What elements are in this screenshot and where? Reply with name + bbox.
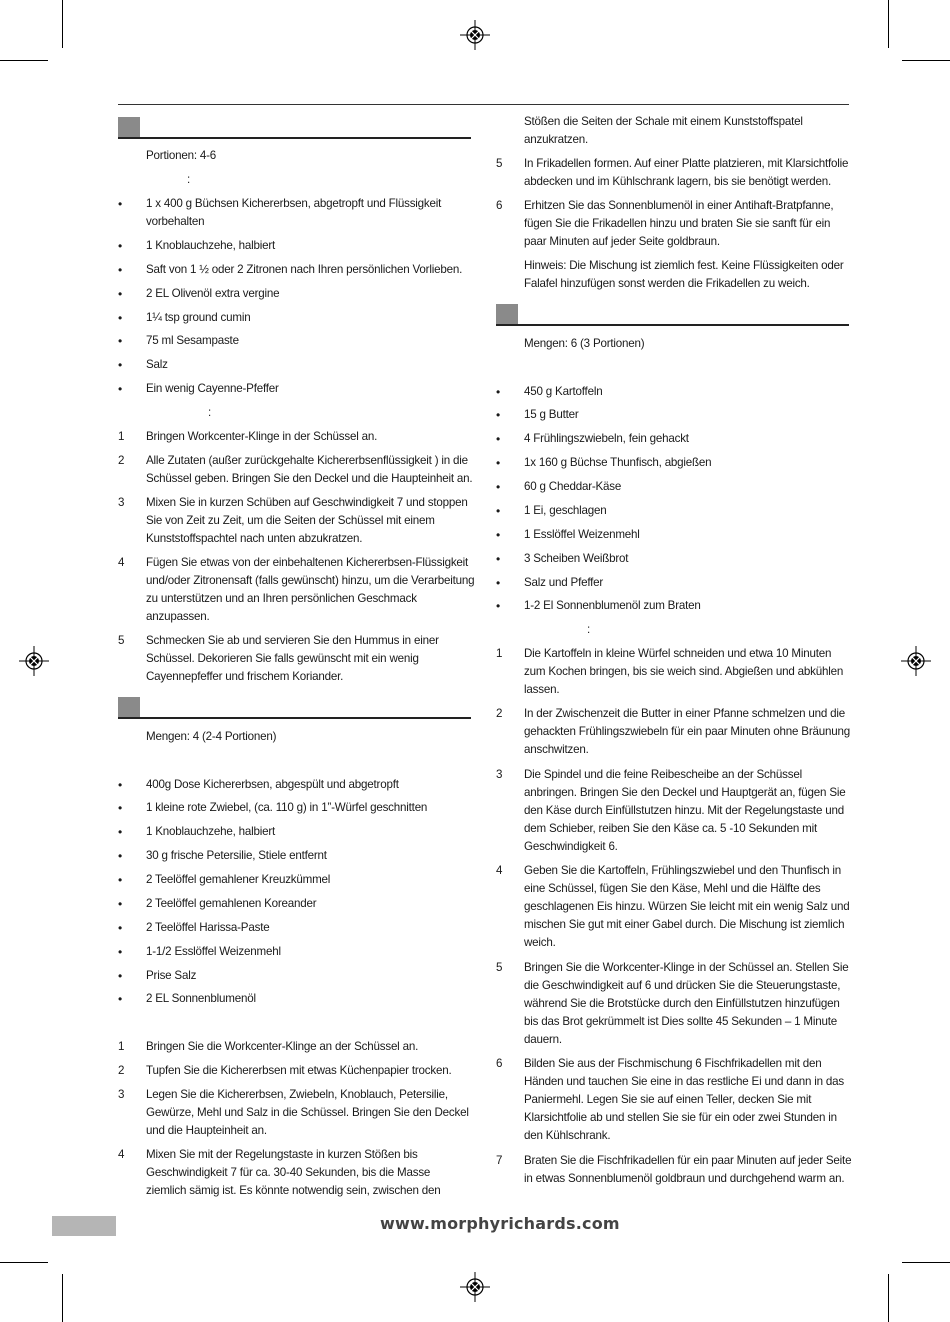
bullet: •	[496, 385, 501, 399]
continued-line: anzukratzen.	[524, 133, 588, 146]
step-line: Händen und tauchen Sie eine in das restliche Ei und dann in das	[524, 1075, 844, 1088]
crop-mark	[62, 0, 63, 48]
step-line: bis das Brot gekrümmelt ist Dies sollte 45 Sekunden – 1 Minute	[524, 1015, 838, 1028]
bullet: •	[496, 432, 501, 446]
bullet: •	[118, 849, 123, 863]
step-line: Schüssel. Dekorieren Sie falls gewünscht mit ein wenig	[146, 652, 419, 665]
step-line: In der Zwischenzeit die Butter in einer Pfanne schmelzen und die	[524, 707, 846, 720]
ingredient-item: 1 x 400 g Büchsen Kichererbsen, abgetropft und Flüssigkeit	[146, 197, 442, 210]
ingredient-item: 400g Dose Kichererbsen, abgespült und abgetropft	[146, 778, 399, 791]
step-line: Legen Sie die Kichererbsen, Zwiebeln, Knoblauch, Petersilie,	[146, 1088, 448, 1101]
crop-mark	[902, 1262, 950, 1263]
section-rule	[496, 324, 849, 326]
step-line: Geschwindigkeit 7 für ca. 30-40 Sekunden, bis die Masse	[146, 1166, 431, 1179]
step-line: geschlagenen Eis hinzu. Würzen Sie leicht mit ein wenig Salz und	[524, 900, 850, 913]
step-number: 6	[496, 199, 503, 212]
step-line: den Käse durch Einfüllstutzen hinzu. Mit der Regelungstaste und	[524, 804, 844, 817]
ingredient-item: 2 Teelöffel Harissa-Paste	[146, 921, 270, 934]
ingredient-item: 1 Knoblauchzehe, halbiert	[146, 825, 276, 838]
step-line: lassen.	[524, 683, 560, 696]
step-line: Tupfen Sie die Kichererbsen mit etwas Küchenpapier trocken.	[146, 1064, 452, 1077]
bullet: •	[118, 969, 123, 983]
section-marker	[118, 117, 140, 137]
bullet: •	[496, 528, 501, 542]
step-line: gehackten Frühlingszwiebeln für ein paar Minuten ohne Bräunung	[524, 725, 850, 738]
step-line: Klarsichtfolie ab und stellen Sie sie für ein oder zwei Stunden in	[524, 1111, 837, 1124]
step-line: dauern.	[524, 1033, 562, 1046]
step-line: Kunststoffspachtel nach unten abzukratzen.	[146, 532, 363, 545]
registration-mark-icon	[460, 20, 490, 50]
bullet: •	[118, 873, 123, 887]
step-number: 2	[118, 454, 125, 467]
bullet: •	[118, 825, 123, 839]
ingredient-item: 75 ml Sesampaste	[146, 334, 239, 347]
bullet: •	[118, 382, 123, 396]
section-header-falafel	[118, 697, 471, 719]
ingredient-item: 1-2 El Sonnenblumenöl zum Braten	[524, 599, 701, 612]
crop-mark	[0, 60, 48, 61]
bullet: •	[118, 311, 123, 325]
step-line: weich.	[524, 936, 556, 949]
step-line: Braten Sie die Fischfrikadellen für ein paar Minuten auf jeder Seite	[524, 1154, 852, 1167]
registration-mark-icon	[19, 646, 49, 676]
ingredient-item: 1 Knoblauchzehe, halbiert	[146, 239, 276, 252]
portions-text: Mengen: 6 (3 Portionen)	[524, 337, 645, 350]
ingredient-item: 60 g Cheddar-Käse	[524, 480, 622, 493]
step-number: 3	[118, 496, 125, 509]
ingredient-item: 1 Ei, geschlagen	[524, 504, 607, 517]
step-number: 2	[118, 1064, 125, 1077]
ingredients-colon: :	[187, 173, 191, 186]
method-colon: :	[208, 406, 212, 419]
bullet: •	[496, 576, 501, 590]
registration-mark-icon	[901, 646, 931, 676]
bullet: •	[118, 287, 123, 301]
ingredient-item: 450 g Kartoffeln	[524, 385, 603, 398]
note-line: Hinweis: Die Mischung ist ziemlich fest. Keine Flüssigkeiten oder	[524, 259, 844, 272]
ingredient-item: 30 g frische Petersilie, Stiele entfernt	[146, 849, 327, 862]
step-line: und/oder Zitronensaft (falls gewünscht) hinzu, um die Verarbeitung	[146, 574, 475, 587]
bullet: •	[496, 408, 501, 422]
bullet: •	[118, 992, 123, 1006]
ingredient-item: 1 Esslöffel Weizenmehl	[524, 528, 640, 541]
step-line: Bringen Sie die Workcenter-Klinge an der Schüssel an.	[146, 1040, 419, 1053]
step-line: abdecken und im Kühlschrank lagern, bis sie benötigt werden.	[524, 175, 832, 188]
ingredient-item: 1 kleine rote Zwiebel, (ca. 110 g) in 1”-Würfel geschnitten	[146, 801, 428, 814]
step-line: anschwitzen.	[524, 743, 589, 756]
bullet: •	[118, 897, 123, 911]
ingredient-item: 1x 160 g Büchse Thunfisch, abgießen	[524, 456, 712, 469]
step-line: fügen Sie die Frikadellen hinzu und braten Sie sie sanft für ein	[524, 217, 831, 230]
step-number: 2	[496, 707, 503, 720]
ingredient-item: 2 Teelöffel gemahlener Kreuzkümmel	[146, 873, 331, 886]
portions-text: Mengen: 4 (2-4 Portionen)	[146, 730, 277, 743]
step-line: zu unterstützen und an Ihren persönlichen Geschmack	[146, 592, 417, 605]
ingredient-item: 2 Teelöffel gemahlenen Koreander	[146, 897, 317, 910]
step-line: dem Schieber, reiben Sie den Käse ca. 5 -10 Sekunden mit	[524, 822, 817, 835]
step-line: Paniermehl. Legen Sie sie auf einen Teller, decken Sie mit	[524, 1093, 812, 1106]
step-number: 5	[496, 157, 503, 170]
step-number: 4	[496, 864, 503, 877]
header-rule	[118, 104, 849, 105]
step-number: 3	[496, 768, 503, 781]
section-rule	[118, 717, 471, 719]
step-line: Geschwindigkeit 6.	[524, 840, 618, 853]
continued-line: Stößen die Seiten der Schale mit einem Kunststoffspatel	[524, 115, 803, 128]
section-marker	[496, 304, 518, 324]
step-number: 1	[118, 1040, 125, 1053]
section-header-hummus	[118, 117, 471, 139]
bullet: •	[118, 239, 123, 253]
bullet: •	[496, 456, 501, 470]
step-line: Mixen Sie in kurzen Schüben auf Geschwindigkeit 7 und stoppen	[146, 496, 468, 509]
step-line: zum Kochen bringen, bis sie weich sind. Abgießen und abkühlen	[524, 665, 844, 678]
ingredient-item: 1¼ tsp ground cumin	[146, 311, 251, 324]
step-line: Gewürze, Mehl und Salz in die Schüssel. Bringen Sie den Deckel	[146, 1106, 469, 1119]
step-line: Bringen Sie die Workcenter-Klinge in der Schüssel an. Stellen Sie	[524, 961, 849, 974]
step-line: Geben Sie die Kartoffeln, Frühlingszwiebel und den Thunfisch in	[524, 864, 841, 877]
bullet: •	[118, 801, 123, 815]
bullet: •	[496, 599, 501, 613]
note-line: Falafel hinzufügen sonst werden die Frikadellen zu weich.	[524, 277, 810, 290]
step-line: Die Kartoffeln in kleine Würfel schneiden und etwa 10 Minuten	[524, 647, 832, 660]
ingredient-item: Saft von 1 ½ oder 2 Zitronen nach Ihren persönlichen Vorlieben.	[146, 263, 463, 276]
page-number-box	[52, 1216, 116, 1236]
step-line: in etwas Sonnenblumenöl goldbraun und durchgehend warm an.	[524, 1172, 845, 1185]
step-line: anzupassen.	[146, 610, 210, 623]
step-line: Mixen Sie mit der Regelungstaste in kurzen Stößen bis	[146, 1148, 418, 1161]
step-number: 3	[118, 1088, 125, 1101]
step-line: den Kühlschrank.	[524, 1129, 611, 1142]
ingredient-item: Ein wenig Cayenne-Pfeffer	[146, 382, 279, 395]
bullet: •	[118, 358, 123, 372]
ingredient-item: Prise Salz	[146, 969, 197, 982]
section-marker	[118, 697, 140, 717]
ingredient-item: Salz	[146, 358, 168, 371]
bullet: •	[118, 778, 123, 792]
crop-mark	[0, 1262, 48, 1263]
step-number: 4	[118, 556, 125, 569]
bullet: •	[496, 480, 501, 494]
step-line: Fügen Sie etwas von der einbehaltenen Kichererbsen-Flüssigkeit	[146, 556, 469, 569]
step-number: 1	[496, 647, 503, 660]
step-number: 5	[496, 961, 503, 974]
step-line: Cayennepfeffer und frischem Koriander.	[146, 670, 344, 683]
crop-mark	[888, 1274, 889, 1322]
ingredient-item: 2 EL Sonnenblumenöl	[146, 992, 256, 1005]
registration-mark-icon	[460, 1272, 490, 1302]
bullet: •	[118, 921, 123, 935]
ingredient-item: 4 Frühlingszwiebeln, fein gehackt	[524, 432, 689, 445]
step-line: Bringen Workcenter-Klinge in der Schüssel an.	[146, 430, 378, 443]
step-number: 4	[118, 1148, 125, 1161]
step-line: Sie von Zeit zu Zeit, um die Seiten der Schüssel mit einem	[146, 514, 435, 527]
step-line: mischen Sie gut mit einer Gabel durch. Die Mischung ist ziemlich	[524, 918, 845, 931]
step-number: 7	[496, 1154, 503, 1167]
bullet: •	[118, 263, 123, 277]
crop-mark	[888, 0, 889, 48]
step-line: anbringen. Bringen Sie den Deckel und Hauptgerät an, fügen Sie	[524, 786, 846, 799]
step-line: Alle Zutaten (außer zurückgehalte Kichererbsenflüssigkeit ) in die	[146, 454, 468, 467]
ingredient-item: 1-1/2 Esslöffel Weizenmehl	[146, 945, 281, 958]
step-line: während Sie die Brotstücke durch den Einfüllstutzen hinzufügen	[524, 997, 840, 1010]
website-url: www.morphyrichards.com	[380, 1214, 620, 1233]
step-line: paar Minuten auf jeder Seite goldbraun.	[524, 235, 720, 248]
bullet: •	[118, 945, 123, 959]
step-line: Schüssel geben. Bringen Sie den Deckel und die Haupteinheit an.	[146, 472, 473, 485]
step-line: Erhitzen Sie das Sonnenblumenöl in einer Antihaft-Bratpfanne,	[524, 199, 834, 212]
step-line: Schmecken Sie ab und servieren Sie den Hummus in einer	[146, 634, 439, 647]
step-line: und die Haupteinheit an.	[146, 1124, 267, 1137]
ingredient-item: 15 g Butter	[524, 408, 579, 421]
step-line: eine Schüssel, fügen Sie den Käse, Mehl und die Hälfte des	[524, 882, 821, 895]
ingredient-item: 2 EL Olivenöl extra vergine	[146, 287, 280, 300]
crop-mark	[902, 60, 950, 61]
step-line: In Frikadellen formen. Auf einer Platte platzieren, mit Klarsichtfolie	[524, 157, 849, 170]
section-header-fishcakes	[496, 304, 849, 326]
bullet: •	[496, 504, 501, 518]
bullet: •	[118, 197, 123, 211]
bullet: •	[118, 334, 123, 348]
step-number: 5	[118, 634, 125, 647]
ingredient-item: 3 Scheiben Weißbrot	[524, 552, 629, 565]
portions-text: Portionen: 4-6	[146, 149, 217, 162]
step-number: 6	[496, 1057, 503, 1070]
step-line: die Geschwindigkeit auf 6 und drücken Sie die Steuerungstaste,	[524, 979, 841, 992]
step-number: 1	[118, 430, 125, 443]
section-rule	[118, 137, 471, 139]
bullet: •	[496, 552, 501, 566]
step-line: Die Spindel und die feine Reibescheibe an der Schüssel	[524, 768, 802, 781]
ingredient-item-cont: vorbehalten	[146, 215, 205, 228]
step-line: ziemlich sämig ist. Es könnte notwendig sein, zwischen den	[146, 1184, 441, 1197]
method-colon: :	[587, 623, 591, 636]
ingredient-item: Salz und Pfeffer	[524, 576, 604, 589]
step-line: Bilden Sie aus der Fischmischung 6 Fischfrikadellen mit den	[524, 1057, 822, 1070]
crop-mark	[62, 1274, 63, 1322]
